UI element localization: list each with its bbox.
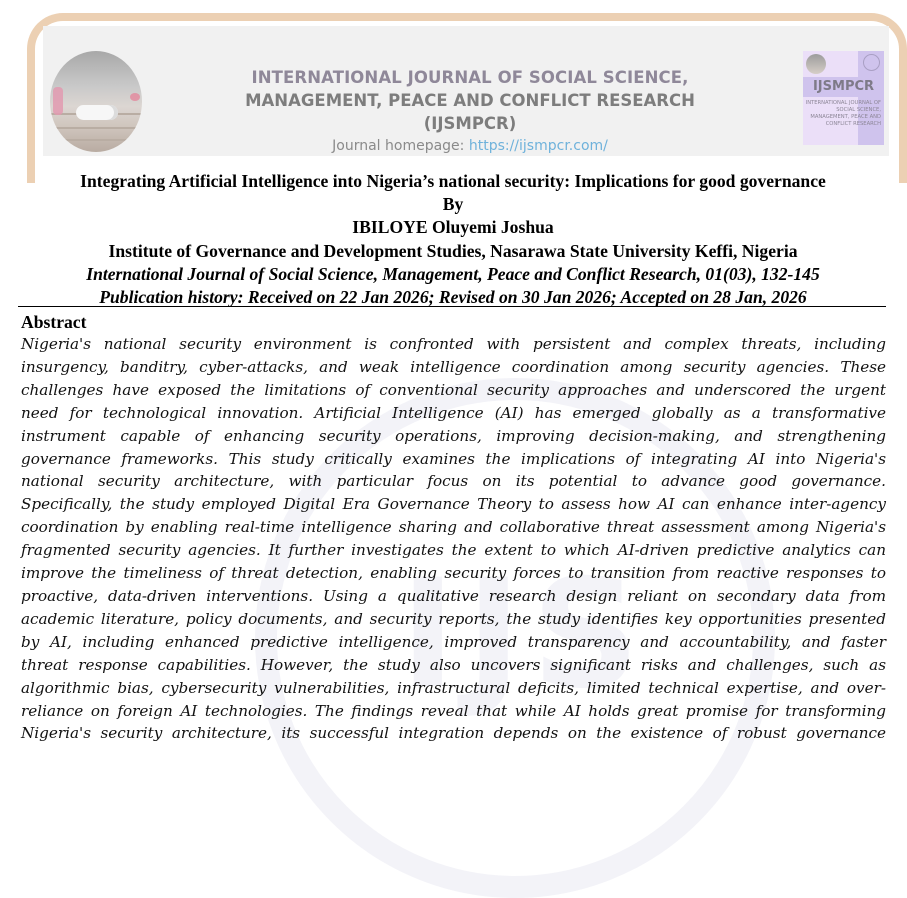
journal-name-line2: MANAGEMENT, PEACE AND CONFLICT RESEARCH xyxy=(245,91,695,110)
abstract-line: proactive, data-driven interventions. Using a qualitative research design reliant on secondary data from xyxy=(21,586,886,605)
side-logo-fullname: INTERNATIONAL JOURNAL OF SOCIAL SCIENCE, MANAGEMENT, PEACE AND CONFLICT RESEARCH xyxy=(805,100,881,127)
article-title: Integrating Artificial Intelligence into Nigeria’s national security: Implications for good governance xyxy=(80,171,826,191)
abstract-line: Specifically, the study employed Digital Era Governance Theory to assess how AI can enhance inter-agency xyxy=(21,495,886,514)
seal-icon xyxy=(863,54,880,71)
ribbon-icon xyxy=(130,93,140,101)
abstract-line: academic literature, policy documents, and security reports, the study identifies key opportunities presented xyxy=(21,609,886,628)
tassel-icon xyxy=(53,87,63,115)
journal-side-logo xyxy=(803,51,884,145)
scroll-icon xyxy=(76,105,118,120)
abstract-line: governance frameworks. This study critically examines the implications of integrating AI into Nigeria's xyxy=(21,449,886,468)
watermark-text: IJS xyxy=(400,548,650,722)
side-logo-acronym: IJSMPCR xyxy=(812,79,875,94)
abstract-line: threat response capabilities. However, the study also uncovers significant risks and challenges, such as xyxy=(21,655,886,674)
journal-name-line1: INTERNATIONAL JOURNAL OF SOCIAL SCIENCE, xyxy=(251,68,689,87)
homepage-label: Journal homepage: xyxy=(332,138,469,154)
mini-logo-image xyxy=(806,54,826,74)
abstract-line: need for technological innovation. Artificial Intelligence (AI) has emerged globally as a transformative xyxy=(21,403,886,422)
abstract-line: insurgency, banditry, cyber-attacks, and weak intelligence coordination among security agencies. These xyxy=(21,357,886,376)
author-affiliation: Institute of Governance and Development Studies, Nasarawa State University Keffi, Nigeria xyxy=(108,240,798,261)
abstract-line: improve the timeliness of threat detection, enabling security forces to transition from reactive responses to xyxy=(21,564,886,583)
publication-history: Publication history: Received on 22 Jan 2026; Revised on 30 Jan 2026; Accepted on 28 Jan, 2026 xyxy=(99,287,807,308)
abstract-line: reliance on foreign AI technologies. The findings reveal that while AI holds great promise for transforming xyxy=(21,701,886,720)
abstract-body xyxy=(21,333,886,745)
byline-label: By xyxy=(442,194,464,215)
abstract-line: national security architecture, with particular focus on its potential to advance good governance. xyxy=(21,472,886,491)
book-stack-line xyxy=(50,139,142,141)
header-divider xyxy=(18,306,886,307)
book-stack-line xyxy=(50,127,142,129)
abstract-line: algorithmic bias, cybersecurity vulnerabilities, infrastructural deficits, limited technical expertise, and over- xyxy=(21,678,886,697)
abstract-line: Nigeria's national security environment is confronted with persistent and complex threats, including xyxy=(21,335,886,353)
journal-logo-image xyxy=(50,51,142,152)
journal-acronym: (IJSMPCR) xyxy=(423,114,517,133)
journal-homepage xyxy=(240,136,700,156)
abstract-heading: Abstract xyxy=(21,312,87,332)
abstract-line: instrument capable of enhancing security operations, improving decision-making, and strengthening xyxy=(21,426,886,445)
homepage-link[interactable]: https://ijsmpcr.com/ xyxy=(468,138,608,154)
abstract-line: challenges have exposed the limitations of conventional security approaches and underscored the urgent xyxy=(21,380,886,399)
article-header xyxy=(18,170,888,309)
author-name: IBILOYE Oluyemi Joshua xyxy=(352,217,554,238)
citation: International Journal of Social Science, Management, Peace and Conflict Research, 01(03), 132-145 xyxy=(86,263,820,284)
abstract-line: by AI, including enhanced predictive intelligence, improved transparency and accountability, and faster xyxy=(21,632,886,651)
abstract-line: Nigeria's security architecture, its successful integration depends on the existence of robust governance xyxy=(21,724,886,743)
journal-header xyxy=(240,66,700,156)
abstract-line: coordination by enabling real-time intelligence sharing and collaborative threat assessment among Nigeria's xyxy=(21,518,886,537)
abstract-line: fragmented security agencies. It further investigates the extent to which AI-driven predictive analytics can xyxy=(21,541,886,560)
